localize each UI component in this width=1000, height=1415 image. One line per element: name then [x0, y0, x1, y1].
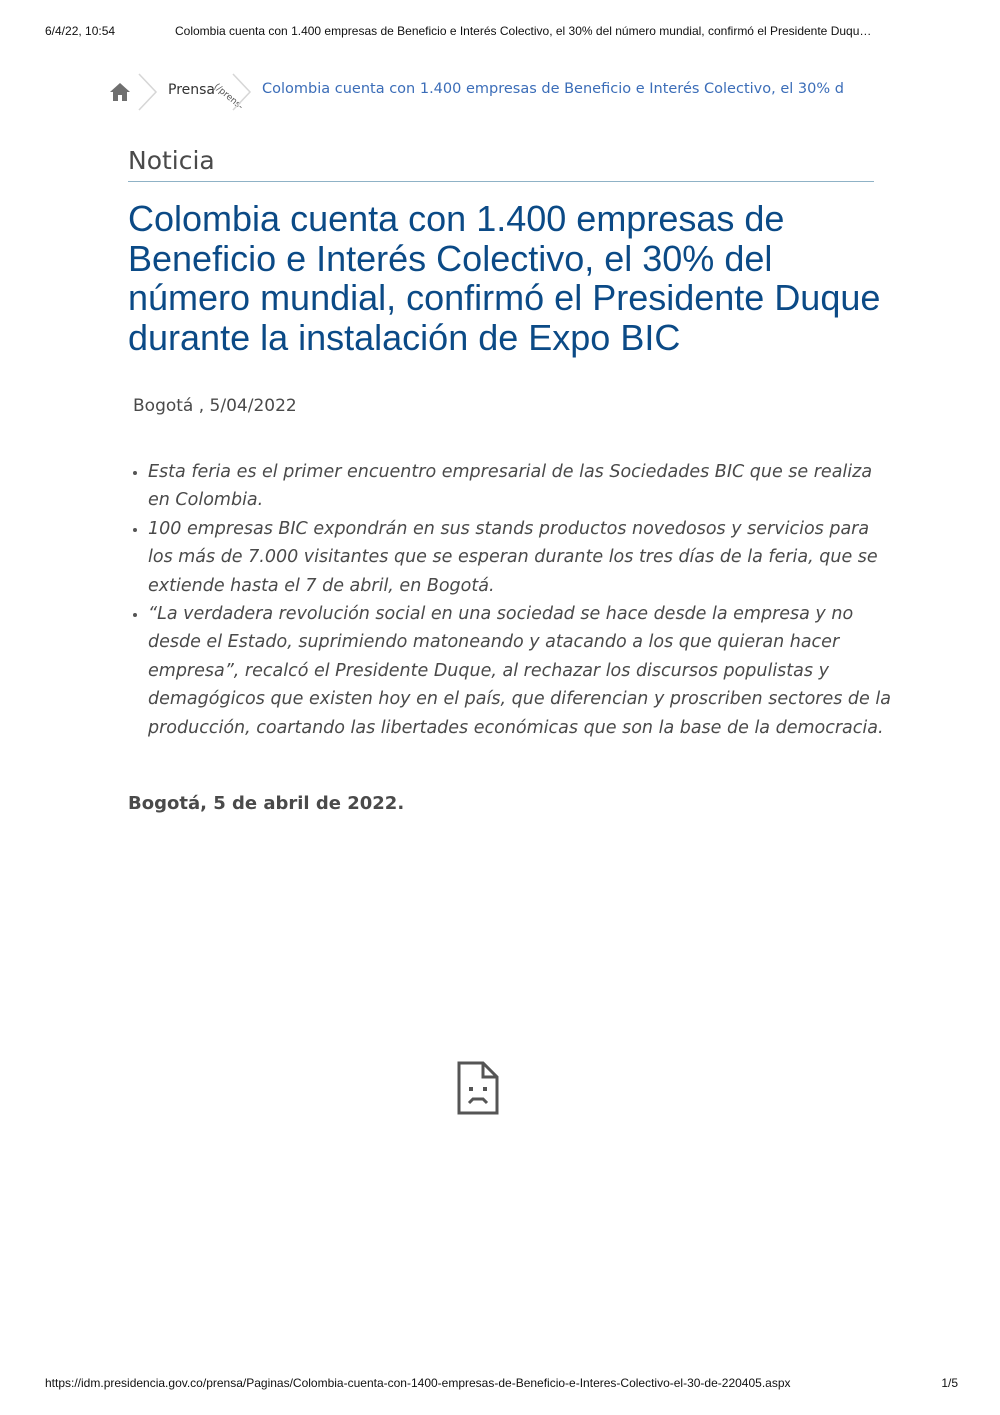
breadcrumb-prensa-link[interactable]: Prensa — [168, 82, 216, 98]
list-item: • “La verdadera revolución social en una sociedad se hace desde la empresa y no desde el Estado, suprimiendo matoneando y atacando a los que quieran hacer empresa”, recalcó el Presidente Duque, al rechazar los discursos populistas y demagógicos que existen hoy en el país, que diferencian y proscriben sectores de la producción, coartando las libertades económicas que son la base de la democracia. — [148, 600, 898, 742]
chevron-right-icon — [230, 72, 254, 112]
print-footer — [45, 1376, 958, 1392]
home-icon[interactable] — [108, 81, 132, 103]
broken-image-icon — [456, 1060, 500, 1116]
breadcrumb — [108, 72, 898, 112]
list-item: • 100 empresas BIC expondrán en sus stands productos novedosos y servicios para los más de 7.000 visitantes que se esperan durante los tres días de la feria, que se extiende hasta el 7 de abril, en Bogotá. — [148, 515, 898, 600]
chevron-right-icon — [136, 72, 160, 112]
body-date: Bogotá, 5 de abril de 2022. — [128, 793, 405, 814]
print-url: https://idm.presidencia.gov.co/prensa/Paginas/Colombia-cuenta-con-1400-empresas-de-Beneficio-e-Interes-Colectivo-el-30-de-220405.aspx — [45, 1376, 791, 1390]
article-headline: Colombia cuenta con 1.400 empresas de Beneficio e Interés Colectivo, el 30% del número mundial, confirmó el Presidente Duque durante la instalación de Expo BIC — [128, 198, 881, 358]
page-number: 1/5 — [941, 1376, 958, 1390]
article-dateline: Bogotá , 5/04/2022 — [133, 396, 297, 416]
print-timestamp: 6/4/22, 10:54 — [45, 24, 116, 38]
print-title: Colombia cuenta con 1.400 empresas de Beneficio e Interés Colectivo, el 30% del número mundial, confirmó el Presidente Duqu… — [175, 24, 872, 38]
list-item: • Esta feria es el primer encuentro empresarial de las Sociedades BIC que se realiza en Colombia. — [148, 458, 898, 515]
breadcrumb-current-link[interactable]: Colombia cuenta con 1.400 empresas de Beneficio e Interés Colectivo, el 30% d — [262, 81, 844, 97]
summary-list — [128, 458, 898, 742]
section-label: Noticia — [128, 146, 215, 175]
breadcrumb-slug: (/prens- — [211, 82, 245, 113]
print-header — [45, 24, 960, 40]
section-divider — [128, 181, 874, 182]
